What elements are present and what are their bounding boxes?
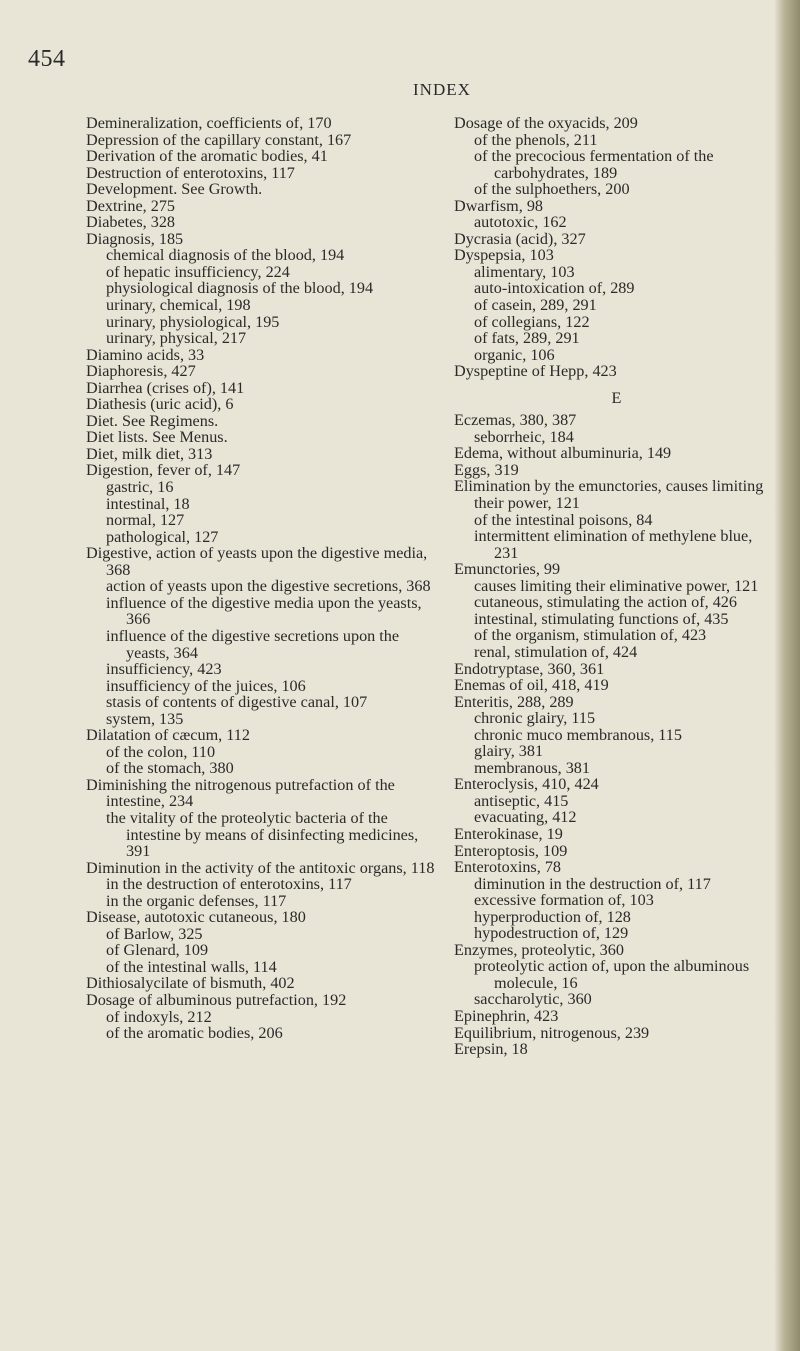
section-letter: E xyxy=(611,388,622,407)
index-subentry: antiseptic, 415 xyxy=(474,791,569,810)
index-subentry: of the colon, 110 xyxy=(106,742,216,761)
index-entry: Disease, autotoxic cutaneous, 180 xyxy=(86,908,306,927)
index-subentry: of casein, 289, 291 xyxy=(474,296,597,315)
index-entry: Edema, without albuminuria, 149 xyxy=(454,444,672,463)
index-entry: Diarrhea (crises of), 141 xyxy=(86,378,245,397)
index-entry: Eggs, 319 xyxy=(454,460,519,479)
index-entry: Development. See Growth. xyxy=(86,180,263,199)
index-subentry: hyperproduction of, 128 xyxy=(474,907,631,926)
page-number: 454 xyxy=(28,46,66,72)
index-entry: Eczemas, 380, 387 xyxy=(454,411,577,430)
index-entry: Diet. See Regimens. xyxy=(86,411,219,430)
index-entry: Dycrasia (acid), 327 xyxy=(454,229,586,248)
index-entry: Diagnosis, 185 xyxy=(86,229,184,248)
index-entry: Epinephrin, 423 xyxy=(454,1006,559,1025)
index-subentry: in the organic defenses, 117 xyxy=(106,891,287,910)
index-subentry: causes limiting their eliminative power, 121 xyxy=(474,576,759,595)
index-entry: Equilibrium, nitrogenous, 239 xyxy=(454,1023,650,1042)
index-subentry: of hepatic insufficiency, 224 xyxy=(106,262,290,281)
index-column-right xyxy=(454,115,779,1058)
index-subentry: urinary, chemical, 198 xyxy=(106,296,251,315)
index-subentry: stasis of contents of digestive canal, 107 xyxy=(106,693,368,712)
index-subentry: the vitality of the proteolytic bacteria of the intestine by means of disinfecting medicines, 391 xyxy=(106,808,419,861)
index-subentry: evacuating, 412 xyxy=(474,808,577,827)
index-entry: Dyspeptine of Hepp, 423 xyxy=(454,362,617,381)
index-subentry: hypodestruction of, 129 xyxy=(474,924,629,943)
index-subentry: pathological, 127 xyxy=(106,527,219,546)
index-entry: Enteritis, 288, 289 xyxy=(454,692,574,711)
index-subentry: insufficiency of the juices, 106 xyxy=(106,676,306,695)
index-entry: Enteroclysis, 410, 424 xyxy=(454,775,599,794)
index-entry: Diabetes, 328 xyxy=(86,213,176,232)
index-subentry: normal, 127 xyxy=(106,511,185,530)
index-entry: Enzymes, proteolytic, 360 xyxy=(454,940,624,959)
index-entry: Destruction of enterotoxins, 117 xyxy=(86,163,295,182)
index-subentry: of Barlow, 325 xyxy=(106,924,203,943)
index-subentry: of Glenard, 109 xyxy=(106,941,209,960)
index-entry: Digestive, action of yeasts upon the digestive media, 368 xyxy=(86,544,428,579)
index-entry: Diamino acids, 33 xyxy=(86,345,205,364)
index-subentry: glairy, 381 xyxy=(474,742,544,761)
index-entry: Dosage of albuminous putrefaction, 192 xyxy=(86,990,347,1009)
index-entry: Emunctories, 99 xyxy=(454,560,561,579)
index-subentry: of fats, 289, 291 xyxy=(474,329,580,348)
index-entry: Digestion, fever of, 147 xyxy=(86,461,241,480)
index-subentry: alimentary, 103 xyxy=(474,262,575,281)
index-subentry: autotoxic, 162 xyxy=(474,213,567,232)
index-subentry: diminution in the destruction of, 117 xyxy=(474,874,711,893)
index-entry: Depression of the capillary constant, 167 xyxy=(86,130,352,149)
index-subentry: saccharolytic, 360 xyxy=(474,990,592,1009)
index-subentry: of the intestinal walls, 114 xyxy=(106,957,277,976)
index-entry: Dosage of the oxyacids, 209 xyxy=(454,114,638,132)
index-subentry: of the sulphoethers, 200 xyxy=(474,180,630,199)
index-subentry: renal, stimulation of, 424 xyxy=(474,642,638,661)
index-subentry: of the stomach, 380 xyxy=(106,759,234,778)
index-subentry: chronic muco membranous, 115 xyxy=(474,725,682,744)
index-subentry: of the precocious fermentation of the carbohydrates, 189 xyxy=(474,147,714,182)
index-subentry: excessive formation of, 103 xyxy=(474,891,654,910)
index-subentry: auto-intoxication of, 289 xyxy=(474,279,635,298)
index-entry: Enteroptosis, 109 xyxy=(454,841,568,860)
index-subentry: of the organism, stimulation of, 423 xyxy=(474,626,707,645)
index-entry: Enterokinase, 19 xyxy=(454,824,563,843)
index-subentry: organic, 106 xyxy=(474,345,555,364)
index-entry: Diminution in the activity of the antitoxic organs, 118 xyxy=(86,858,435,877)
index-entry: Demineralization, coefficients of, 170 xyxy=(86,114,332,132)
index-entry: Dextrine, 275 xyxy=(86,196,176,215)
index-entry: Diminishing the nitrogenous putrefaction of the intestine, 234 xyxy=(86,775,395,811)
index-subentry: action of yeasts upon the digestive secretions, 368 xyxy=(106,577,431,596)
index-column-left xyxy=(86,115,441,1042)
running-header: INDEX xyxy=(413,80,471,99)
index-entry: Endotryptase, 360, 361 xyxy=(454,659,605,678)
index-entry: Dyspepsia, 103 xyxy=(454,246,554,265)
index-subentry: intestinal, stimulating functions of, 435 xyxy=(474,609,729,628)
index-entry: Dithiosalycilate of bismuth, 402 xyxy=(86,974,295,993)
index-entry: Derivation of the aromatic bodies, 41 xyxy=(86,147,328,166)
index-subentry: seborrheic, 184 xyxy=(474,427,574,446)
index-entry: Diathesis (uric acid), 6 xyxy=(86,395,234,414)
index-entry: Erepsin, 18 xyxy=(454,1040,528,1059)
index-entry: Enterotoxins, 78 xyxy=(454,858,562,877)
index-entry: Enemas of oil, 418, 419 xyxy=(454,676,609,695)
index-subentry: of the intestinal poisons, 84 xyxy=(474,510,653,529)
index-subentry: of the phenols, 211 xyxy=(474,130,598,149)
index-subentry: of collegians, 122 xyxy=(474,312,590,331)
index-subentry: intestinal, 18 xyxy=(106,494,190,513)
index-subentry: urinary, physical, 217 xyxy=(106,329,247,348)
index-entry: Elimination by the emunctories, causes limiting their power, 121 xyxy=(454,477,764,513)
index-entry: Dwarfism, 98 xyxy=(454,196,544,215)
index-subentry: influence of the digestive media upon the yeasts, 366 xyxy=(106,593,422,629)
index-subentry: urinary, physiological, 195 xyxy=(106,312,280,331)
index-subentry: of the aromatic bodies, 206 xyxy=(106,1024,283,1043)
index-subentry: physiological diagnosis of the blood, 194 xyxy=(106,279,374,298)
index-entry: Diet lists. See Menus. xyxy=(86,428,228,447)
index-subentry: insufficiency, 423 xyxy=(106,660,222,679)
index-entry: Diaphoresis, 427 xyxy=(86,362,196,381)
index-subentry: gastric, 16 xyxy=(106,478,174,497)
index-subentry: in the destruction of enterotoxins, 117 xyxy=(106,875,352,894)
index-entry: Dilatation of cæcum, 112 xyxy=(86,726,250,745)
index-subentry: intermittent elimination of methylene blue, 231 xyxy=(474,527,753,562)
index-entry: Diet, milk diet, 313 xyxy=(86,444,213,463)
index-subentry: proteolytic action of, upon the albuminous molecule, 16 xyxy=(474,957,750,992)
index-subentry: chemical diagnosis of the blood, 194 xyxy=(106,246,345,265)
index-subentry: influence of the digestive secretions upon the yeasts, 364 xyxy=(106,626,400,662)
index-subentry: chronic glairy, 115 xyxy=(474,709,596,728)
index-subentry: of indoxyls, 212 xyxy=(106,1007,212,1026)
index-subentry: membranous, 381 xyxy=(474,758,590,777)
index-subentry: system, 135 xyxy=(106,709,184,728)
index-subentry: cutaneous, stimulating the action of, 426 xyxy=(474,593,737,612)
